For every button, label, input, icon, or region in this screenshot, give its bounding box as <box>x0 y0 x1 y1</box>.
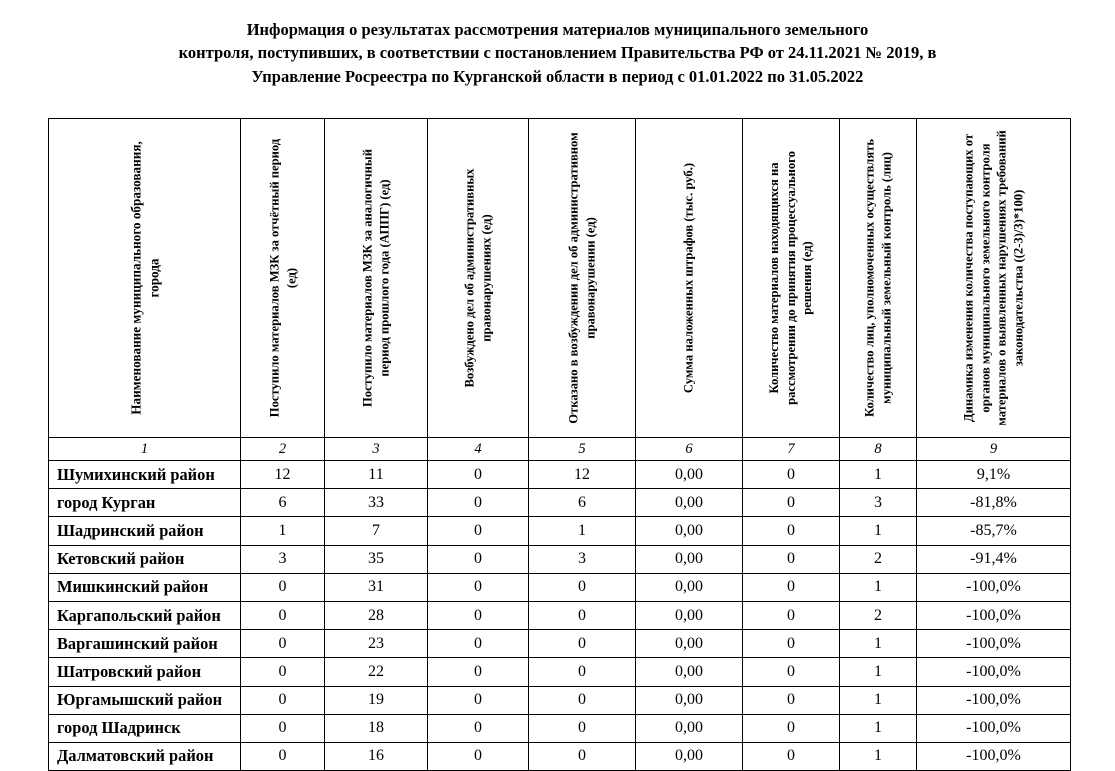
cell-pending-materials: 0 <box>743 658 840 686</box>
cell-pending-materials: 0 <box>743 545 840 573</box>
cell-pending-materials: 0 <box>743 686 840 714</box>
table-row <box>49 573 1071 601</box>
cell-received-current: 6 <box>241 489 325 517</box>
cell-fines-amount: 0,00 <box>636 517 743 545</box>
cell-dynamics: -81,8% <box>917 489 1071 517</box>
cell-authorized-persons: 1 <box>840 517 917 545</box>
cell-cases-initiated: 0 <box>428 630 529 658</box>
cell-received-current: 1 <box>241 517 325 545</box>
cell-dynamics: -100,0% <box>917 601 1071 629</box>
cell-cases-refused: 6 <box>529 489 636 517</box>
cell-fines-amount: 0,00 <box>636 742 743 770</box>
cell-received-previous: 7 <box>325 517 428 545</box>
column-number-8: 8 <box>840 438 917 461</box>
cell-received-previous: 28 <box>325 601 428 629</box>
cell-received-current: 3 <box>241 545 325 573</box>
cell-cases-initiated: 0 <box>428 714 529 742</box>
cell-fines-amount: 0,00 <box>636 601 743 629</box>
table-row <box>49 658 1071 686</box>
cell-municipality: Каргапольский район <box>49 601 241 629</box>
column-number-3: 3 <box>325 438 428 461</box>
cell-cases-refused: 0 <box>529 630 636 658</box>
cell-received-previous: 23 <box>325 630 428 658</box>
cell-received-current: 0 <box>241 601 325 629</box>
cell-cases-refused: 0 <box>529 686 636 714</box>
cell-cases-initiated: 0 <box>428 461 529 489</box>
cell-pending-materials: 0 <box>743 601 840 629</box>
table-row <box>49 517 1071 545</box>
cell-received-previous: 11 <box>325 461 428 489</box>
cell-authorized-persons: 1 <box>840 461 917 489</box>
cell-received-previous: 16 <box>325 742 428 770</box>
cell-municipality: Шатровский район <box>49 658 241 686</box>
cell-cases-refused: 1 <box>529 517 636 545</box>
cell-cases-refused: 3 <box>529 545 636 573</box>
cell-pending-materials: 0 <box>743 489 840 517</box>
page-title-line-1: Информация о результатах рассмотрения материалов муниципального земельного <box>246 20 869 39</box>
table-row <box>49 686 1071 714</box>
cell-cases-refused: 0 <box>529 742 636 770</box>
cell-municipality: Шадринский район <box>49 517 241 545</box>
column-header-municipality: Наименование муниципального образования, города <box>49 119 241 438</box>
cell-authorized-persons: 1 <box>840 658 917 686</box>
cell-fines-amount: 0,00 <box>636 714 743 742</box>
cell-dynamics: -85,7% <box>917 517 1071 545</box>
cell-cases-refused: 12 <box>529 461 636 489</box>
cell-pending-materials: 0 <box>743 630 840 658</box>
table-row <box>49 461 1071 489</box>
table-row <box>49 742 1071 770</box>
cell-dynamics: -100,0% <box>917 630 1071 658</box>
cell-cases-initiated: 0 <box>428 545 529 573</box>
column-number-4: 4 <box>428 438 529 461</box>
cell-authorized-persons: 1 <box>840 686 917 714</box>
cell-cases-initiated: 0 <box>428 573 529 601</box>
column-number-6: 6 <box>636 438 743 461</box>
column-header-received-current: Поступило материалов МЗК за отчётный период (ед) <box>241 119 325 438</box>
cell-authorized-persons: 1 <box>840 630 917 658</box>
table-row <box>49 601 1071 629</box>
cell-cases-refused: 0 <box>529 658 636 686</box>
cell-authorized-persons: 2 <box>840 601 917 629</box>
page-title <box>108 18 1008 88</box>
cell-municipality: Варгашинский район <box>49 630 241 658</box>
cell-cases-initiated: 0 <box>428 658 529 686</box>
cell-cases-initiated: 0 <box>428 686 529 714</box>
cell-cases-initiated: 0 <box>428 517 529 545</box>
cell-cases-initiated: 0 <box>428 601 529 629</box>
column-header-dynamics: Динамика изменения количества поступающих от органов муниципального земельного контроля материалов о выявленных нарушениях требований законодательства ((2-3)/3)*100) <box>917 119 1071 438</box>
cell-fines-amount: 0,00 <box>636 686 743 714</box>
table-header-row <box>49 119 1071 438</box>
column-number-1: 1 <box>49 438 241 461</box>
cell-municipality: Юргамышский район <box>49 686 241 714</box>
cell-fines-amount: 0,00 <box>636 658 743 686</box>
cell-dynamics: -100,0% <box>917 686 1071 714</box>
cell-received-current: 0 <box>241 742 325 770</box>
cell-dynamics: -100,0% <box>917 742 1071 770</box>
cell-pending-materials: 0 <box>743 461 840 489</box>
table-row <box>49 714 1071 742</box>
cell-fines-amount: 0,00 <box>636 630 743 658</box>
column-header-fines-amount: Сумма наложенных штрафов (тыс. руб.) <box>636 119 743 438</box>
cell-received-current: 0 <box>241 714 325 742</box>
cell-received-previous: 33 <box>325 489 428 517</box>
cell-municipality: Мишкинский район <box>49 573 241 601</box>
cell-cases-refused: 0 <box>529 601 636 629</box>
cell-municipality: Далматовский район <box>49 742 241 770</box>
document-page <box>0 18 1115 771</box>
cell-authorized-persons: 2 <box>840 545 917 573</box>
table-body <box>49 461 1071 771</box>
cell-authorized-persons: 1 <box>840 742 917 770</box>
column-header-cases-refused: Отказано в возбуждении дел об административном правонарушении (ед) <box>529 119 636 438</box>
cell-dynamics: -100,0% <box>917 658 1071 686</box>
table-head <box>49 119 1071 461</box>
table-row <box>49 545 1071 573</box>
cell-authorized-persons: 1 <box>840 573 917 601</box>
cell-municipality: Кетовский район <box>49 545 241 573</box>
cell-authorized-persons: 1 <box>840 714 917 742</box>
cell-dynamics: -91,4% <box>917 545 1071 573</box>
cell-pending-materials: 0 <box>743 742 840 770</box>
column-header-authorized-persons: Количество лиц, уполномоченных осуществлять муниципальный земельный контроль (лиц) <box>840 119 917 438</box>
column-number-7: 7 <box>743 438 840 461</box>
cell-received-current: 0 <box>241 630 325 658</box>
cell-municipality: город Курган <box>49 489 241 517</box>
page-title-line-2: контроля, поступивших, в соответствии с постановлением Правительства РФ от 24.11.2021 № 2019, в <box>178 43 937 63</box>
results-table <box>48 118 1071 771</box>
cell-fines-amount: 0,00 <box>636 545 743 573</box>
cell-municipality: город Шадринск <box>49 714 241 742</box>
cell-cases-initiated: 0 <box>428 742 529 770</box>
cell-pending-materials: 0 <box>743 573 840 601</box>
cell-received-current: 0 <box>241 686 325 714</box>
cell-dynamics: 9,1% <box>917 461 1071 489</box>
cell-pending-materials: 0 <box>743 517 840 545</box>
column-header-received-previous: Поступило материалов МЗК за аналогичный период прошлого года (АППГ) (ед) <box>325 119 428 438</box>
cell-fines-amount: 0,00 <box>636 489 743 517</box>
cell-received-previous: 31 <box>325 573 428 601</box>
cell-cases-refused: 0 <box>529 714 636 742</box>
results-table-wrap <box>48 118 1070 771</box>
cell-dynamics: -100,0% <box>917 714 1071 742</box>
column-header-pending-materials: Количество материалов находящихся на рассмотрении до принятия процессуального решения (ед) <box>743 119 840 438</box>
page-title-line-3: Управление Росреестра по Курганской области в период с 01.01.2022 по 31.05.2022 <box>251 66 864 86</box>
column-number-5: 5 <box>529 438 636 461</box>
column-number-row <box>49 438 1071 461</box>
cell-received-current: 0 <box>241 658 325 686</box>
cell-received-previous: 35 <box>325 545 428 573</box>
cell-fines-amount: 0,00 <box>636 573 743 601</box>
cell-received-current: 0 <box>241 573 325 601</box>
column-number-9: 9 <box>917 438 1071 461</box>
cell-cases-initiated: 0 <box>428 489 529 517</box>
cell-received-previous: 18 <box>325 714 428 742</box>
cell-pending-materials: 0 <box>743 714 840 742</box>
cell-received-previous: 19 <box>325 686 428 714</box>
cell-municipality: Шумихинский район <box>49 461 241 489</box>
table-row <box>49 489 1071 517</box>
column-header-cases-initiated: Возбуждено дел об административных правонарушениях (ед) <box>428 119 529 438</box>
cell-cases-refused: 0 <box>529 573 636 601</box>
cell-authorized-persons: 3 <box>840 489 917 517</box>
cell-dynamics: -100,0% <box>917 573 1071 601</box>
cell-fines-amount: 0,00 <box>636 461 743 489</box>
cell-received-previous: 22 <box>325 658 428 686</box>
cell-received-current: 12 <box>241 461 325 489</box>
table-row <box>49 630 1071 658</box>
column-number-2: 2 <box>241 438 325 461</box>
